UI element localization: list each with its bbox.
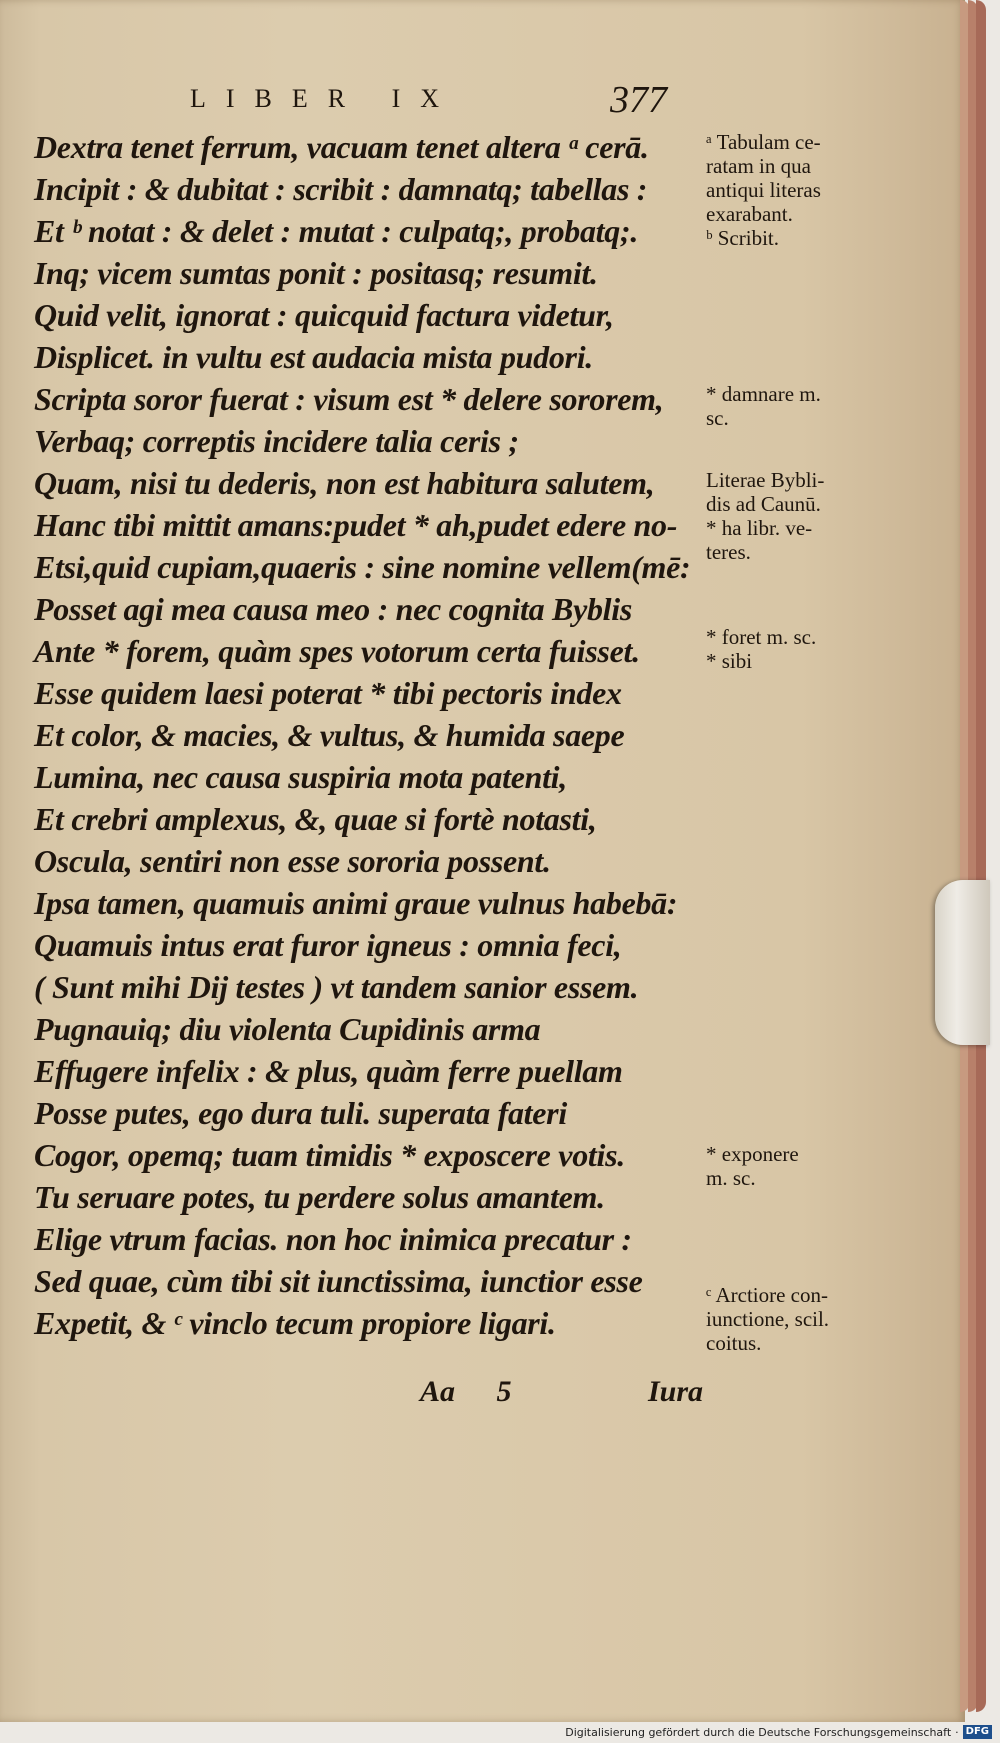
verse-line: Pugnauiq; diu violenta Cupidinis arma	[34, 1011, 541, 1047]
verse-line: Quam, nisi tu dederis, non est habitura salutem,	[34, 465, 655, 501]
running-head	[190, 78, 710, 121]
catchword: Iura	[648, 1375, 704, 1408]
credit-text: Digitalisierung gefördert durch die Deutsche Forschungsgemeinschaft	[565, 1725, 952, 1739]
page-number: 377	[610, 79, 667, 121]
verse-line: Scripta soror fuerat : visum est * delere sororem,	[34, 381, 664, 417]
verse-line: Cogor, opemq; tuam timidis * exposcere votis.	[34, 1137, 625, 1173]
verse-line: Displicet. in vultu est audacia mista pudori.	[34, 339, 594, 375]
verse-line: Verbaq; correptis incidere talia ceris ;	[34, 423, 519, 459]
verse-line: Ipsa tamen, quamuis animi graue vulnus habebā:	[34, 885, 678, 921]
verse-line: Et crebri amplexus, &, quae si fortè notasti,	[34, 801, 597, 837]
verse-line: Dextra tenet ferrum, vacuam tenet altera ᵃ cerā.	[34, 129, 649, 165]
verse-line: Inq; vicem sumtas ponit : positasq; resumit.	[34, 255, 598, 291]
verse-line: Quamuis intus erat furor igneus : omnia feci,	[34, 927, 622, 963]
verse-line: Effugere infelix : & plus, quàm ferre puellam	[34, 1053, 623, 1089]
marginal-note: * foret m. sc. * sibi	[706, 625, 817, 673]
verse-line: Expetit, & ᶜ vinclo tecum propiore ligari.	[34, 1305, 556, 1341]
verse-line: Et color, & macies, & vultus, & humida saepe	[34, 717, 625, 753]
page-marker-tab	[935, 880, 990, 1045]
verse-line: Lumina, nec causa suspiria mota patenti,	[34, 759, 567, 795]
verse-line: Etsi,quid cupiam,quaeris : sine nomine vellem(mē:	[34, 549, 691, 585]
verse-line: Quid velit, ignorat : quicquid factura videtur,	[34, 297, 614, 333]
verse-line: Ante * forem, quàm spes votorum certa fuisset.	[34, 633, 640, 669]
page-edge	[976, 0, 986, 1712]
marginal-note: * damnare m. sc.	[706, 382, 821, 430]
verse-line: Elige vtrum facias. non hoc inimica precatur :	[34, 1221, 632, 1257]
marginal-note: Literae Bybli- dis ad Caunū. * ha libr. ve- teres.	[706, 468, 825, 564]
verse-line: Sed quae, cùm tibi sit iunctissima, iunctior esse	[34, 1263, 643, 1299]
signature-mark: Aa 5	[420, 1375, 512, 1408]
verse-line: Hanc tibi mittit amans:pudet * ah,pudet edere no-	[34, 507, 678, 543]
verse-line: Tu seruare potes, tu perdere solus amantem.	[34, 1179, 605, 1215]
verse-line: Posse putes, ego dura tuli. superata fateri	[34, 1095, 567, 1131]
credit-line: Digitalisierung gefördert durch die Deutsche Forschungsgemeinschaft · DFG	[565, 1723, 992, 1741]
marginal-note: * exponere m. sc.	[706, 1142, 799, 1190]
dfg-logo-icon: DFG	[963, 1725, 992, 1739]
verse-line: Esse quidem laesi poterat * tibi pectoris index	[34, 675, 622, 711]
marginal-note: ᶜ Arctiore con- iunctione, scil. coitus.	[706, 1283, 830, 1355]
verse-text	[34, 126, 714, 1344]
verse-line: Et ᵇ notat : & delet : mutat : culpatq;, probatq;.	[34, 213, 639, 249]
verse-line: Oscula, sentiri non esse sororia possent.	[34, 843, 551, 879]
marginal-note: ᵃ Tabulam ce- ratam in qua antiqui literas exarabant. ᵇ Scribit.	[706, 130, 821, 250]
verse-line: Incipit : & dubitat : scribit : damnatq; tabellas :	[34, 171, 648, 207]
page-footer	[420, 1375, 740, 1415]
verse-line: ( Sunt mihi Dij testes ) vt tandem sanior essem.	[34, 969, 639, 1005]
verse-line: Posset agi mea causa meo : nec cognita Byblis	[34, 591, 633, 627]
running-head-title: LIBER IX	[190, 84, 460, 113]
